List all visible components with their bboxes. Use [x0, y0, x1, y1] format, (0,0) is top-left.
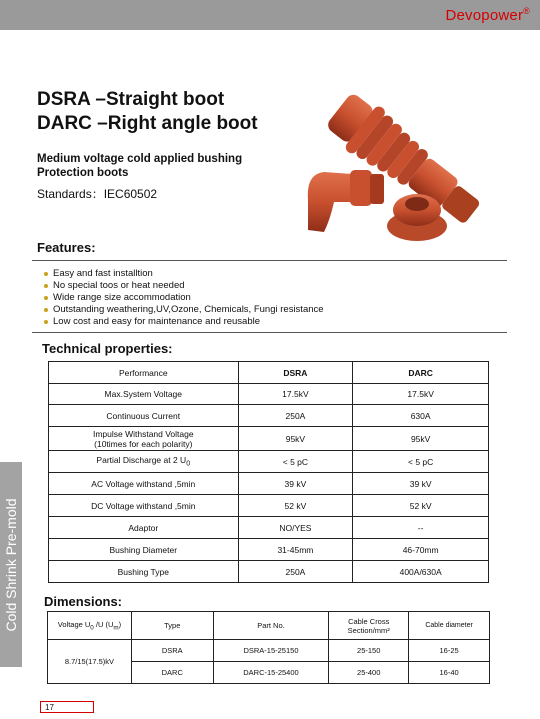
table-row [49, 517, 489, 539]
dsra-value: 31-45mm [238, 539, 353, 561]
dsra-value: 250A [238, 405, 353, 427]
side-tab-label: Cold Shrink Pre-mold [3, 497, 19, 632]
title-line-2: DARC –Right angle boot [37, 113, 258, 134]
dsra-value: 39 kV [238, 473, 353, 495]
technical-heading: Technical properties: [42, 341, 173, 356]
part-value: DARC-15-25400 [213, 662, 329, 684]
pd-label: Partial Discharge at 2 U [96, 455, 187, 466]
table-row [49, 451, 489, 473]
technical-properties-table [48, 361, 489, 583]
features-top-rule [32, 260, 507, 261]
header-bar [0, 0, 540, 30]
type-value: DSRA [131, 640, 213, 662]
features-list [44, 268, 324, 328]
type-value: DARC [131, 662, 213, 684]
feature-item: Easy and fast installtion [44, 268, 324, 280]
table-row [49, 405, 489, 427]
table-row [49, 427, 489, 451]
voltage-value: 8.7/15(17.5)kV [48, 640, 132, 684]
darc-value: 46-70mm [353, 539, 489, 561]
header-dsra: DSRA [238, 362, 353, 384]
product-photo [300, 82, 500, 252]
darc-value: 39 kV [353, 473, 489, 495]
darc-value: 17.5kV [353, 384, 489, 405]
header-cable-cross [329, 612, 409, 640]
header-cable-diameter: Cable diameter [409, 612, 490, 640]
diameter-value: 16-40 [409, 662, 490, 684]
row-label: Bushing Diameter [49, 539, 239, 561]
feature-item: Outstanding weathering,UV,Ozone, Chemicals, Fungi resistance [44, 304, 324, 316]
cross-value: 25-400 [329, 662, 409, 684]
dsra-value: 95kV [238, 427, 353, 451]
voltage-label-end: ) [118, 619, 122, 629]
darc-value: -- [353, 517, 489, 539]
row-label: Continuous Current [49, 405, 239, 427]
table-header-row [48, 612, 490, 640]
feature-item: Low cost and easy for maintenance and reusable [44, 316, 324, 328]
dsra-value: 17.5kV [238, 384, 353, 405]
voltage-subscript-m: m [113, 624, 119, 632]
cross-value: 25-150 [329, 640, 409, 662]
darc-value: < 5 pC [353, 451, 489, 473]
page-title [37, 88, 258, 136]
header-type: Type [131, 612, 213, 640]
darc-value: 400A/630A [353, 561, 489, 583]
product-subtitle [37, 152, 277, 180]
section-side-tab [0, 462, 22, 667]
header-performance: Performance [49, 362, 239, 384]
standards-text: Standards：IEC60502 [37, 187, 158, 201]
diameter-value: 16-25 [409, 640, 490, 662]
header-darc: DARC [353, 362, 489, 384]
dimensions-table [47, 611, 490, 684]
page-number: 17 [40, 701, 94, 713]
dsra-value: NO/YES [238, 517, 353, 539]
dsra-value: 250A [238, 561, 353, 583]
header-part-no: Part No. [213, 612, 329, 640]
title-line-1: DSRA –Straight boot [37, 89, 225, 110]
row-label: Bushing Type [49, 561, 239, 583]
voltage-subscript-0: 0 [90, 624, 94, 632]
subtitle-line-2: Protection boots [37, 167, 129, 179]
brand-logo: Devopower® [445, 6, 530, 24]
row-label [49, 451, 239, 473]
feature-item: No special toos or heat needed [44, 280, 324, 292]
table-row [49, 539, 489, 561]
voltage-label: Voltage U [57, 619, 91, 629]
table-row [49, 384, 489, 405]
part-value: DSRA-15-25150 [213, 640, 329, 662]
darc-value: 630A [353, 405, 489, 427]
darc-value: 95kV [353, 427, 489, 451]
row-label: DC Voltage withstand ,5min [49, 495, 239, 517]
table-row [49, 473, 489, 495]
table-row [49, 495, 489, 517]
subtitle-line-1: Medium voltage cold applied bushing [37, 153, 243, 165]
voltage-label-mid: /U (U [93, 619, 114, 629]
features-heading: Features: [37, 240, 96, 255]
dsra-value: 52 kV [238, 495, 353, 517]
cross-line-1: Cable Cross [348, 616, 390, 626]
dimensions-heading: Dimensions: [44, 594, 123, 609]
row-label: Impulse Withstand Voltage (10times for each polarity) [49, 427, 239, 451]
cross-line-2: Section/mm² [347, 625, 390, 635]
table-header-row [49, 362, 489, 384]
darc-value: 52 kV [353, 495, 489, 517]
table-row [48, 640, 490, 662]
features-bottom-rule [32, 332, 507, 333]
row-label: AC Voltage withstand ,5min [49, 473, 239, 495]
row-label: Adaptor [49, 517, 239, 539]
pd-subscript: 0 [186, 459, 191, 468]
dsra-value: < 5 pC [238, 451, 353, 473]
header-voltage [48, 612, 132, 640]
feature-item: Wide range size accommodation [44, 292, 324, 304]
row-label: Max.System Voltage [49, 384, 239, 405]
table-row [49, 561, 489, 583]
